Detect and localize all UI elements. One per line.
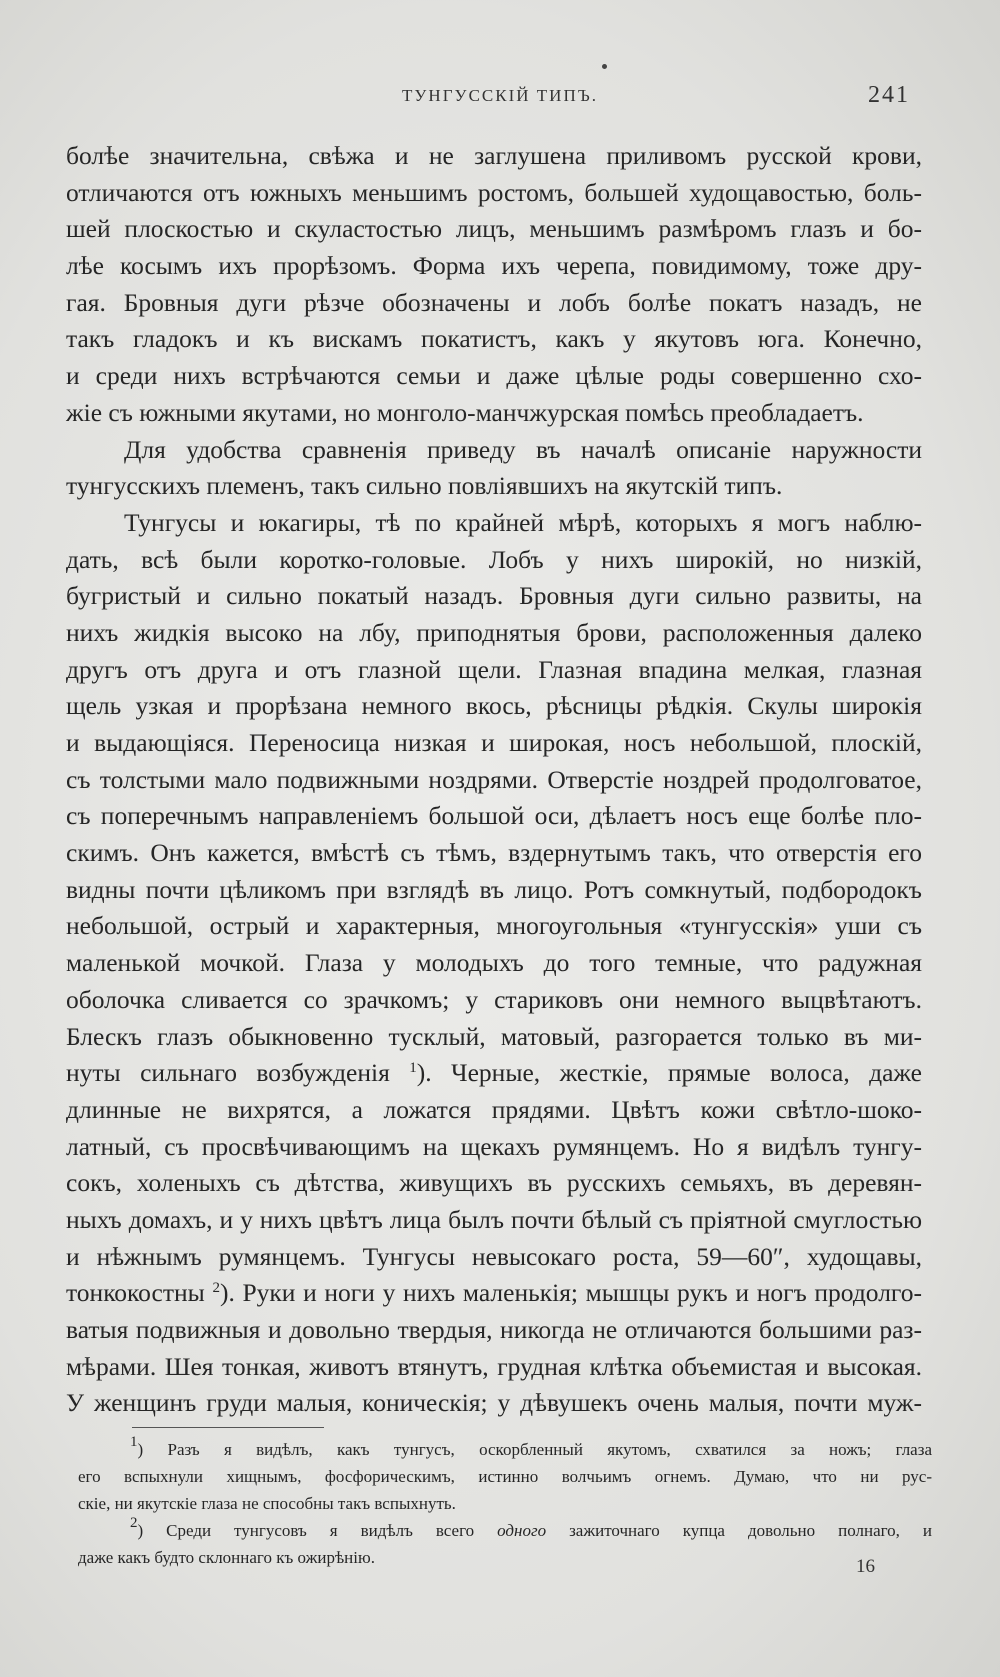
text-line: щель узкая и прорѣзана немного вкось, рѣсницы рѣдкія. Скулы широкія <box>66 691 922 721</box>
text-line: дать, всѣ были коротко-головые. Лобъ у нихъ широкій, но низкій, <box>66 544 922 574</box>
text-line: и среди нихъ встрѣчаются семьи и даже цѣлые роды совершенно схо- <box>66 361 922 391</box>
footnote-text: Разъ я видѣлъ, какъ тунгусъ, оскорбленный якутомъ, схватился за ножъ; глаза <box>167 1440 932 1459</box>
footnote-line: его вспыхнули хищнымъ, фосфорическимъ, истинно волчьимъ огнемъ. Думаю, что ни рус- <box>78 1467 932 1486</box>
text-line: Блескъ глазъ обыкновенно тусклый, матовый, разгорается только въ ми- <box>66 1021 922 1051</box>
footnote-mark: 1 <box>409 1060 417 1077</box>
text-line: ныхъ домахъ, и у нихъ цвѣтъ лица былъ почти бѣлый съ пріятной смуглостью <box>66 1204 922 1234</box>
text-line: мѣрами. Шея тонкая, животъ втянутъ, грудная клѣтка объемистая и высокая. <box>66 1351 922 1381</box>
footnote-line: скіе, ни якутскіе глаза не способны такъ вспыхнуть. <box>78 1494 456 1513</box>
text-line: съ поперечнымъ направленіемъ большой оси, дѣлаетъ носъ еще болѣе пло- <box>66 801 922 831</box>
text-run: тонкокостны <box>66 1278 205 1308</box>
text-line: ватыя подвижныя и довольно твердыя, никогда не отличаются большими раз- <box>66 1315 922 1344</box>
text-line: сокъ, холеныхъ съ дѣтства, живущихъ въ русскихъ семьяхъ, въ деревян- <box>66 1168 922 1198</box>
text-line: тунгусскихъ племенъ, такъ сильно повліявшихъ на якутскій типъ. <box>66 471 783 501</box>
text-line: маленькой мочкой. Глаза у молодыхъ до того темные, что радужная <box>66 948 922 978</box>
text-line: У женщинъ груди малыя, коническія; у дѣвушекъ очень малыя, почти муж- <box>66 1388 922 1418</box>
text-run: ). Черные, жесткіе, прямые волоса, даже <box>416 1058 922 1088</box>
footnote-line: $^2$) Среди тунгусовъ я видѣлъ всего одного зажиточнаго купца довольно полнаго, и <box>130 1515 933 1540</box>
text-line: съ толстыми мало подвижными ноздрями. Отверстіе ноздрей продолговатое, <box>66 764 922 794</box>
footnote-mark: 2 <box>212 1280 220 1297</box>
text-line: другъ отъ друга и отъ глазной щели. Глазная впадина мелкая, глазная <box>66 654 922 684</box>
text-line: отличаются отъ южныхъ меньшимъ ростомъ, большей худощавостью, боль- <box>66 177 922 207</box>
text-line: скимъ. Онъ кажется, вмѣстѣ съ тѣмъ, вздернутымъ такъ, что отверстія его <box>66 838 922 868</box>
text-line: шей плоскостью и скуластостью лицъ, меньшимъ размѣромъ глазъ и бо- <box>66 214 922 244</box>
footnote-line: даже какъ будто склоннаго къ ожирѣнію. <box>78 1548 375 1567</box>
text-line: нихъ жидкія высоко на лбу, приподнятыя брови, расположенныя далеко <box>66 617 922 647</box>
text-line: латный, съ просвѣчивающимъ на щекахъ румянцемъ. Но я видѣлъ тунгу- <box>66 1131 922 1161</box>
text-line: такъ гладокъ и къ вискамъ покатистъ, какъ у якутовъ юга. Конечно, <box>66 324 922 354</box>
footnote-text: Среди тунгусовъ я видѣлъ всего <box>166 1521 475 1540</box>
footnote-text: зажиточнаго купца довольно полнаго, и <box>569 1521 933 1540</box>
footnote-emphasis: одного <box>497 1521 547 1540</box>
text-line: жіе съ южными якутами, но монголо-манчжурская помѣсь преобладаетъ. <box>66 397 864 427</box>
text-line: видны почти цѣликомъ при взглядѣ въ лицо. Ротъ сомкнутый, подбородокъ <box>66 874 922 904</box>
text-line: гая. Бровныя дуги рѣзче обозначены и лобъ болѣе покатъ назадъ, не <box>66 287 922 317</box>
text-line: бугристый и сильно покатый назадъ. Бровныя дуги сильно развиты, на <box>66 581 922 611</box>
text-line <box>66 1055 922 1092</box>
body-text <box>66 138 922 1422</box>
text-line: Для удобства сравненія приведу въ началѣ описаніе наружности <box>124 434 922 464</box>
text-line: и нѣжнымъ румянцемъ. Тунгусы невысокаго роста, 59—60″, худощавы, <box>66 1241 922 1271</box>
page-number: 241 <box>868 82 910 108</box>
ink-dot <box>602 64 607 69</box>
text-run: нуты сильнаго возбужденія <box>66 1058 390 1088</box>
running-head: ТУНГУССКІЙ ТИПЪ. <box>402 86 598 105</box>
text-line: болѣе значительна, свѣжа и не заглушена приливомъ русской крови, <box>66 141 922 170</box>
text-run: ). Руки и ноги у нихъ маленькія; мышцы рукъ и ногъ продолго- <box>219 1278 923 1308</box>
footnotes <box>78 1436 932 1571</box>
text-line: небольшой, острый и характерныя, многоугольныя «тунгусскія» уши съ <box>66 911 922 941</box>
text-line: и выдающіяся. Переносица низкая и широкая, носъ небольшой, плоскій, <box>66 728 922 757</box>
text-line: лѣе косымъ ихъ прорѣзомъ. Форма ихъ черепа, повидимому, тоже дру- <box>66 251 922 281</box>
footnote-number: 2 <box>130 1515 138 1531</box>
footnote-number: 1 <box>130 1434 138 1450</box>
text-line: оболочка сливается со зрачкомъ; у стариковъ они немного выцвѣтаютъ. <box>66 984 922 1014</box>
footnote-rule <box>132 1427 324 1428</box>
text-line: длинные не вихрятся, а ложатся прядями. Цвѣтъ кожи свѣтло-шоко- <box>66 1094 922 1124</box>
signature-mark: 16 <box>856 1556 875 1577</box>
text-line: Тунгусы и юкагиры, тѣ по крайней мѣрѣ, которыхъ я могъ наблю- <box>124 507 922 537</box>
text-line <box>66 1275 922 1312</box>
footnote-line: $^1$) Разъ я видѣлъ, какъ тунгусъ, оскорбленный якутомъ, схватился за ножъ; глаза <box>130 1434 932 1459</box>
